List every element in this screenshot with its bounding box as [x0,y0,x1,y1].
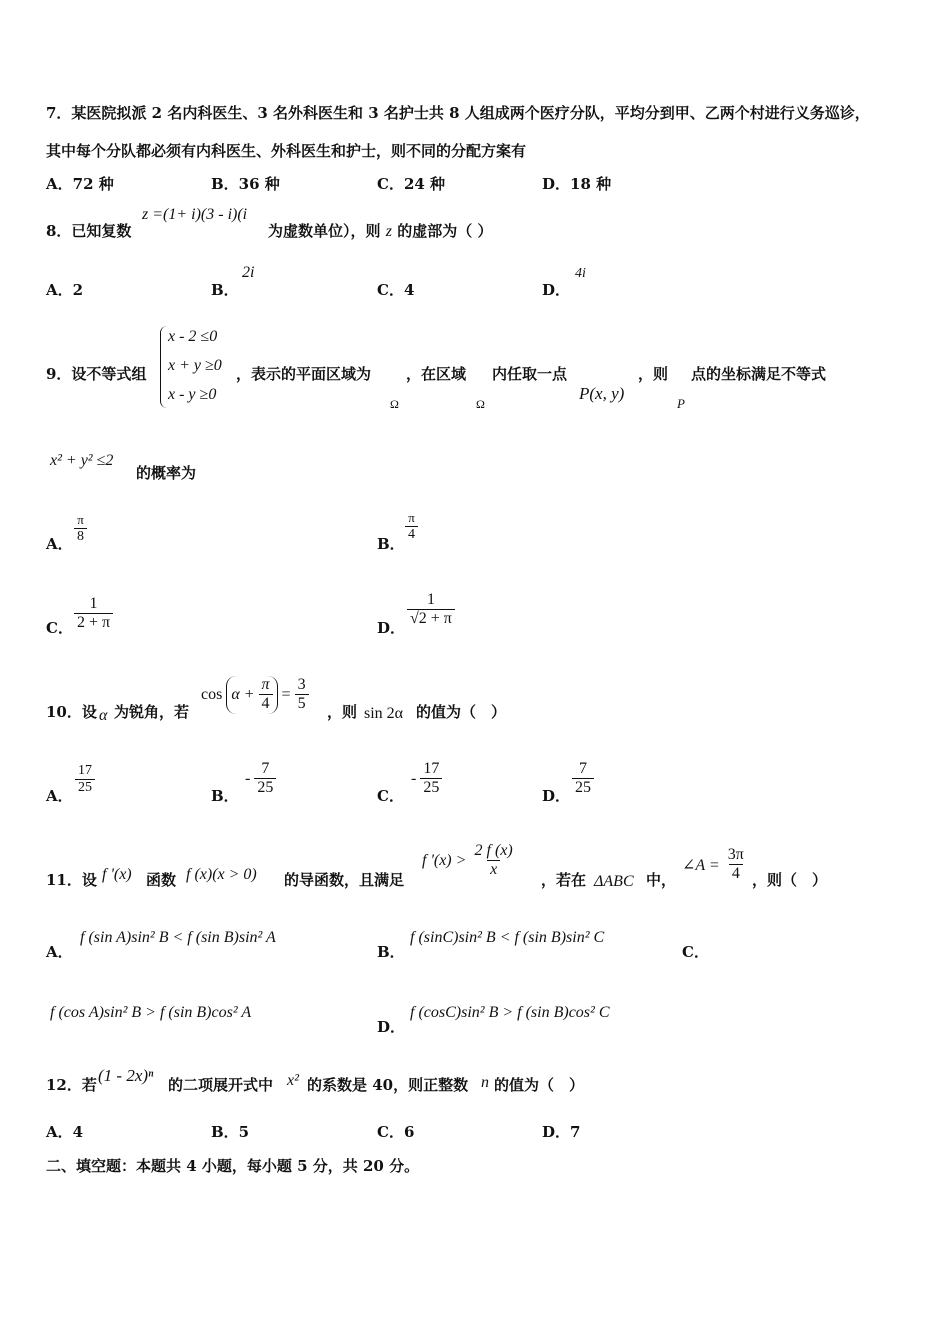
q9-option-c-label: C． [46,619,73,637]
fraction-numerator: π [408,510,415,525]
q9-option-d-label: D． [377,619,406,637]
q8-option-c: C．4 [377,281,415,299]
q10-alpha: α [99,707,108,724]
q9-text2: ，在区域 [406,365,467,383]
section-heading: 二、填空题：本题共 4 小题，每小题 5 分，共 20 分。 [46,1157,420,1175]
fraction-denominator: 25 [572,778,594,797]
fraction-numerator: 1 [89,595,98,612]
sqrt-radicand: 2 [418,610,427,628]
q9-p: P [677,396,685,411]
q10-text1: 为锐角，若 [114,703,190,721]
denominator-tail: + π [426,610,452,628]
q7-option-d: D．18 种 [542,175,612,193]
q10-prefix: 10．设 [46,703,97,721]
equals-sign: = [281,685,291,703]
q11-text3: ，若在 [541,871,587,889]
q8-prefix: 8．已知复数 [46,222,132,240]
q10-option-b-fraction [245,760,276,798]
q8-suffix-b: 的虚部为（ ） [397,222,493,240]
q9-inequality: x² + y² ≤2 [50,452,114,469]
q10-text3: 的值为（ ） [416,703,507,721]
q9-point: P(x, y) [579,384,625,403]
fraction-denominator: x [487,860,500,879]
q11-fx: f (x)(x > 0) [186,866,257,883]
q12-text2: 的系数是 40，则正整数 [307,1076,469,1094]
q9-text1: ，表示的平面区域为 [236,365,372,383]
fraction-numerator: 17 [423,760,440,777]
q9-option-d-fraction [407,591,455,629]
sqrt-sign: √ [410,610,419,628]
fraction-numerator: 3 [297,676,306,693]
q11-text5: ，则（ ） [752,871,828,889]
q11-option-a-label: A． [46,943,73,961]
q7-line2: 其中每个分队都必须有内科医生、外科医生和护士，则不同的分配方案有 [46,142,527,160]
fraction-denominator: 4 [405,526,418,543]
fraction-denominator: 5 [295,694,309,713]
q9-option-a-fraction [74,513,87,545]
q11-option-c-formula: f (cos A)sin² B > f (sin B)cos² A [50,1004,252,1021]
q10-sin2a: sin 2α [364,705,404,722]
q9-text6: 的概率为 [136,464,197,482]
q10-option-c-fraction [411,760,442,798]
q10-option-d-label: D． [542,787,571,805]
q9-omega2: Ω [476,397,485,411]
fraction-denominator: 25 [75,779,95,796]
q11-fprime: f '(x) [102,866,132,883]
q11-inequality [422,842,516,880]
q8-option-b-label: B． [211,281,239,299]
q9-sys-row: x - y ≥0 [168,386,217,403]
fraction-denominator: 4 [729,864,743,883]
fraction-numerator: 17 [78,763,92,778]
q10-text2: ，则 [327,703,358,721]
q8-option-a: A．2 [46,281,84,299]
q9-option-c-fraction [74,595,113,633]
fraction-numerator: 3π [727,846,744,863]
fraction-numerator: π [261,676,270,693]
q11-prefix: 11．设 [46,871,97,889]
q11-option-a-formula: f (sin A)sin² B < f (sin B)sin² A [80,929,276,946]
fraction-denominator [407,609,455,628]
q8-stem-end [268,220,492,241]
q8-option-b-value: 2i [242,264,255,281]
q10-option-c-label: C． [377,787,404,805]
q7-option-c: C．24 种 [377,175,446,193]
fraction-denominator: 4 [259,694,273,713]
q11-option-d-label: D． [377,1018,406,1036]
q12-option-d: D．7 [542,1123,581,1141]
q11-option-b-label: B． [377,943,405,961]
q11-text2: 的导函数，且满足 [284,871,405,889]
q8-option-d-label: D． [542,281,571,299]
minus-sign: - [411,769,417,787]
q9-text4: ，则 [638,365,669,383]
q9-prefix: 9．设不等式组 [46,365,147,383]
q7-option-b: B．36 种 [211,175,280,193]
q9-text3: 内任取一点 [492,365,568,383]
q12-option-a: A．4 [46,1123,84,1141]
minus-sign: - [245,769,251,787]
q11-option-d-formula: f (cosC)sin² B > f (sin B)cos² C [410,1004,610,1021]
q12-option-b: B．5 [211,1123,250,1141]
q10-option-a-fraction [75,763,95,796]
q11-text4: 中， [646,871,677,889]
q8-option-d-value: 4i [575,266,586,281]
fraction-numerator: 7 [261,760,270,777]
q10-paren [226,676,277,714]
fraction-numerator: 2 f (x) [474,842,513,859]
q10-condition [201,676,309,714]
q12-expression: (1 - 2x)ⁿ [98,1066,154,1085]
q9-option-a-label: A． [46,535,73,553]
q11-option-c-label: C． [682,943,709,961]
fraction-denominator: 2 + π [74,613,113,632]
q11-option-b-formula: f (sinC)sin² B < f (sin B)sin² C [410,929,605,946]
q9-sys-row: x + y ≥0 [168,357,222,374]
q8-suffix-a: 为虚数单位），则 [268,222,381,240]
q10-option-a-label: A． [46,787,73,805]
q12-text3: 的值为（ ） [494,1076,585,1094]
q12-x2: x² [287,1072,299,1089]
fraction-denominator: 25 [254,778,276,797]
q11-text1: 函数 [146,871,177,889]
q9-system [168,322,222,409]
fraction-numerator: 7 [579,760,587,777]
q10-option-b-label: B． [211,787,239,805]
q12-option-c: C．6 [377,1123,415,1141]
cos-label: cos [201,685,223,703]
q12-prefix: 12．若 [46,1076,97,1094]
q9-sys-row: x - 2 ≤0 [168,328,218,345]
q9-omega1: Ω [390,397,399,411]
q11-angle [682,846,747,884]
q12-n: n [481,1074,489,1091]
q9-system-brace [160,326,167,408]
q10-inner: α + [231,685,255,703]
angle-left: ∠A = [682,856,720,874]
inequality-left: f '(x) > [422,851,467,869]
q12-text1: 的二项展开式中 [168,1076,274,1094]
q10-option-d-fraction [572,760,594,798]
q7-option-a: A．72 种 [46,175,114,193]
q9-option-b-label: B． [377,535,405,553]
fraction-denominator: 8 [74,528,87,545]
q8-var-z: z [385,223,392,240]
q7-line1: 7．某医院拟派 2 名内科医生、3 名外科医生和 3 名护士共 8 人组成两个医疗分队，平均分到甲、乙两个村进行义务巡诊， [46,104,870,122]
q11-triangle: ΔABC [594,873,634,890]
fraction-numerator: 1 [426,591,435,608]
fraction-numerator: π [77,512,84,527]
q9-text5: 点的坐标满足不等式 [691,365,827,383]
q8-formula: z =(1+ i)(3 - i)(i [142,206,248,223]
fraction-denominator: 25 [420,778,442,797]
q9-option-b-fraction [405,511,418,543]
